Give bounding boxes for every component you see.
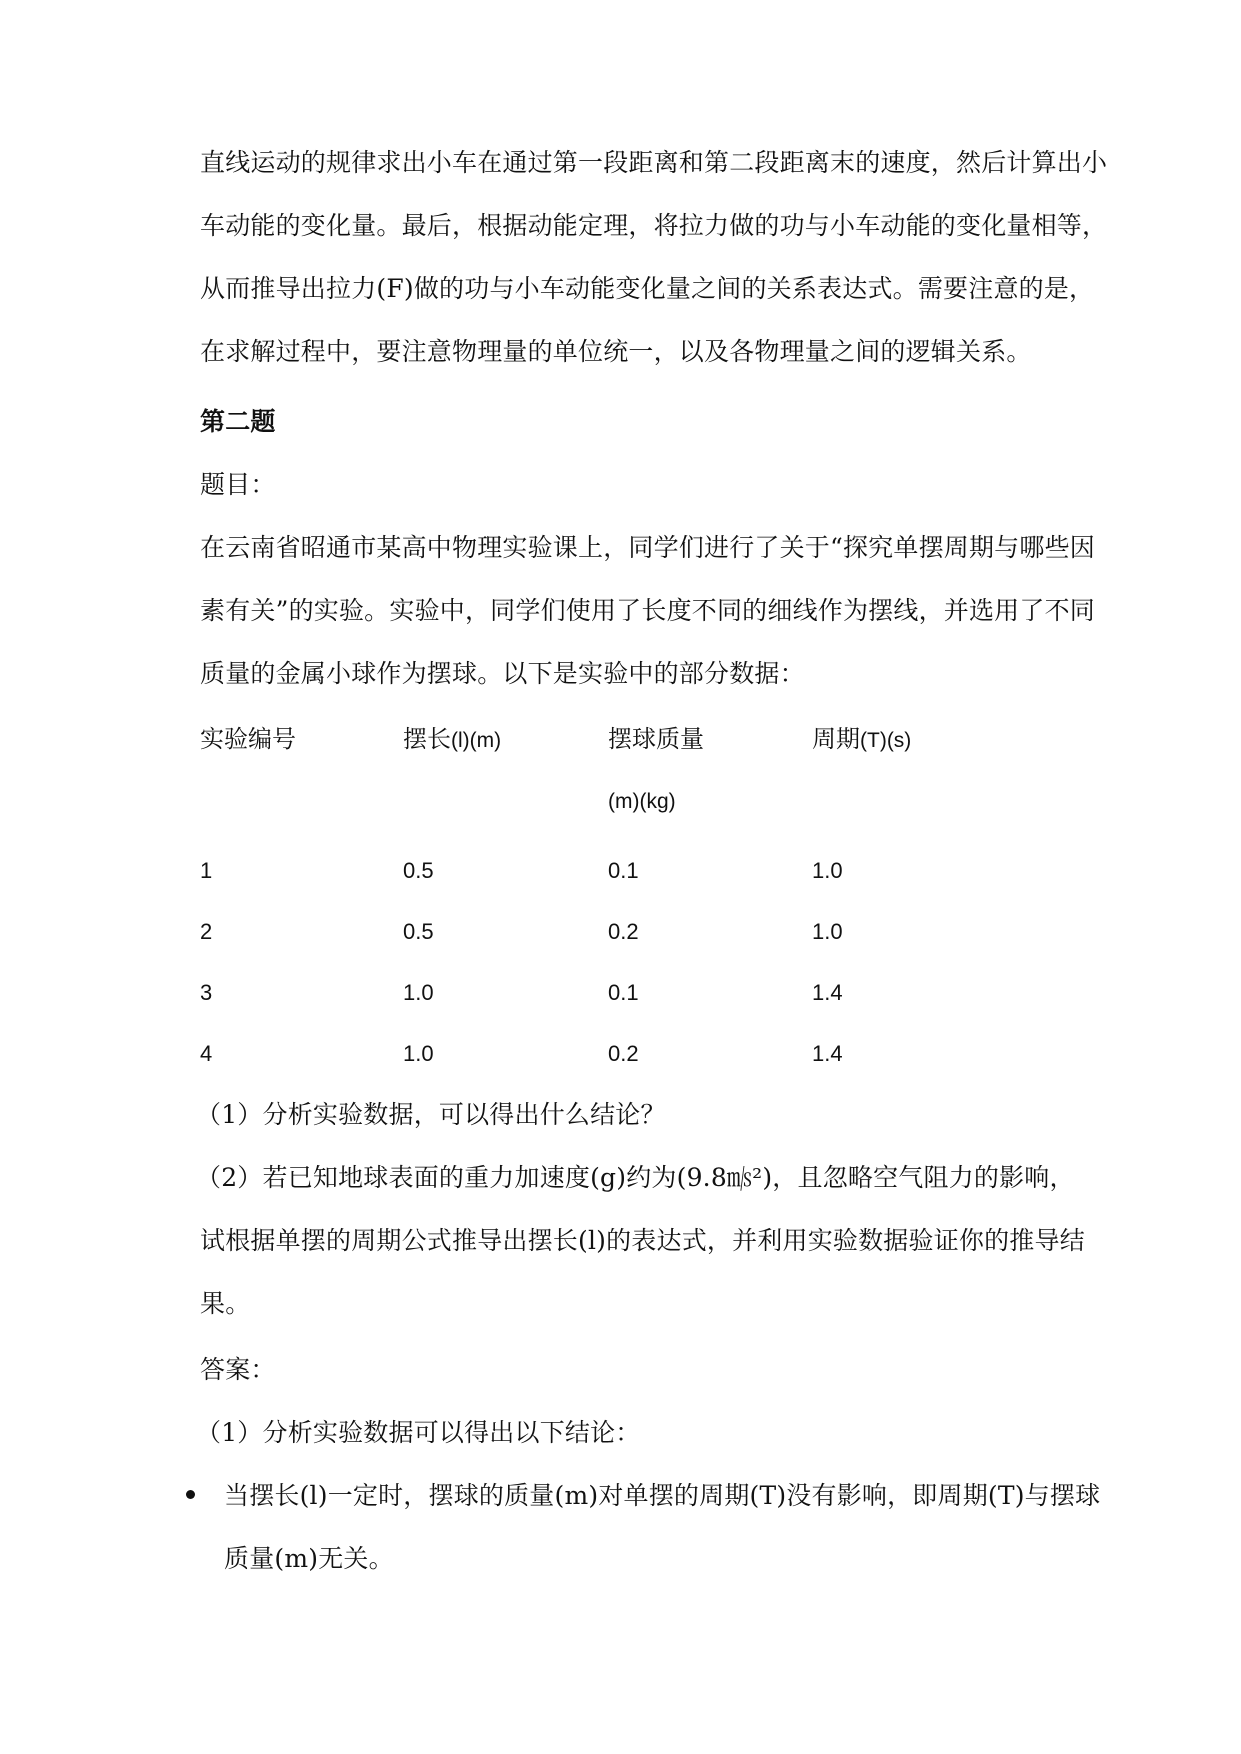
table-cell-period: 1.0 <box>812 858 843 883</box>
bullet-1-line-2: 质量(m)无关。 <box>224 1544 394 1573</box>
table-header-length-unit: (l)(m) <box>451 729 502 752</box>
table-cell-mass: 0.2 <box>608 919 639 944</box>
sub-question-2-line-1: （2）若已知地球表面的重力加速度(g)约为(9.8㎧²)，且忽略空气阻力的影响， <box>196 1163 1075 1192</box>
answer-q1: （1）分析实验数据可以得出以下结论： <box>196 1418 641 1447</box>
table-cell-length: 0.5 <box>403 919 434 944</box>
table-header-period <box>812 722 911 758</box>
paragraph-line-4: 在求解过程中，要注意物理量的单位统一，以及各物理量之间的逻辑关系。 <box>200 337 1032 366</box>
table-cell-id: 3 <box>200 980 213 1005</box>
table-cell-id: 2 <box>200 919 213 944</box>
table-header-length-text: 摆长 <box>403 725 451 753</box>
table-cell-mass: 0.2 <box>608 1041 639 1066</box>
table-header-mass-unit: (m)(kg) <box>608 790 676 813</box>
table-cell-period: 1.4 <box>812 1041 843 1066</box>
table-header-id: 实验编号 <box>200 725 296 753</box>
paragraph-line-2: 车动能的变化量。最后，根据动能定理，将拉力做的功与小车动能的变化量相等， <box>200 211 1108 240</box>
table-cell-mass: 0.1 <box>608 980 639 1005</box>
table-cell-length: 1.0 <box>403 1041 434 1066</box>
paragraph-line-1: 直线运动的规律求出小车在通过第一段距离和第二段距离末的速度，然后计算出小 <box>200 148 1108 177</box>
question-line-2: 素有关”的实验。实验中，同学们使用了长度不同的细线作为摆线，并选用了不同 <box>200 596 1095 625</box>
question-label: 题目： <box>200 470 276 499</box>
table-cell-length: 1.0 <box>403 980 434 1005</box>
bullet-1-line-1: 当摆长(l)一定时，摆球的质量(m)对单摆的周期(T)没有影响，即周期(T)与摆球 <box>224 1481 1101 1510</box>
answer-label: 答案： <box>200 1355 276 1384</box>
paragraph-line-3: 从而推导出拉力(F)做的功与小车动能变化量之间的关系表达式。需要注意的是， <box>200 274 1095 303</box>
table-cell-id: 4 <box>200 1041 213 1066</box>
table-cell-mass: 0.1 <box>608 858 639 883</box>
table-cell-period: 1.4 <box>812 980 843 1005</box>
table-header-period-unit: (T)(s) <box>860 729 912 752</box>
question-line-3: 质量的金属小球作为摆球。以下是实验中的部分数据： <box>200 659 805 688</box>
table-header-mass: 摆球质量 <box>608 725 704 753</box>
table-cell-id: 1 <box>200 858 213 883</box>
table-cell-period: 1.0 <box>812 919 843 944</box>
section-title: 第二题 <box>200 407 276 436</box>
table-header-period-text: 周期 <box>812 725 860 753</box>
question-line-1: 在云南省昭通市某高中物理实验课上，同学们进行了关于“探究单摆周期与哪些因 <box>200 533 1095 562</box>
sub-question-2-line-2: 试根据单摆的周期公式推导出摆长(l)的表达式，并利用实验数据验证你的推导结 <box>200 1226 1085 1255</box>
sub-question-1: （1）分析实验数据，可以得出什么结论？ <box>196 1100 666 1129</box>
sub-question-2-line-3: 果。 <box>200 1289 251 1318</box>
table-header-length <box>403 722 501 758</box>
table-cell-length: 0.5 <box>403 858 434 883</box>
bullet-dot <box>186 1490 195 1499</box>
